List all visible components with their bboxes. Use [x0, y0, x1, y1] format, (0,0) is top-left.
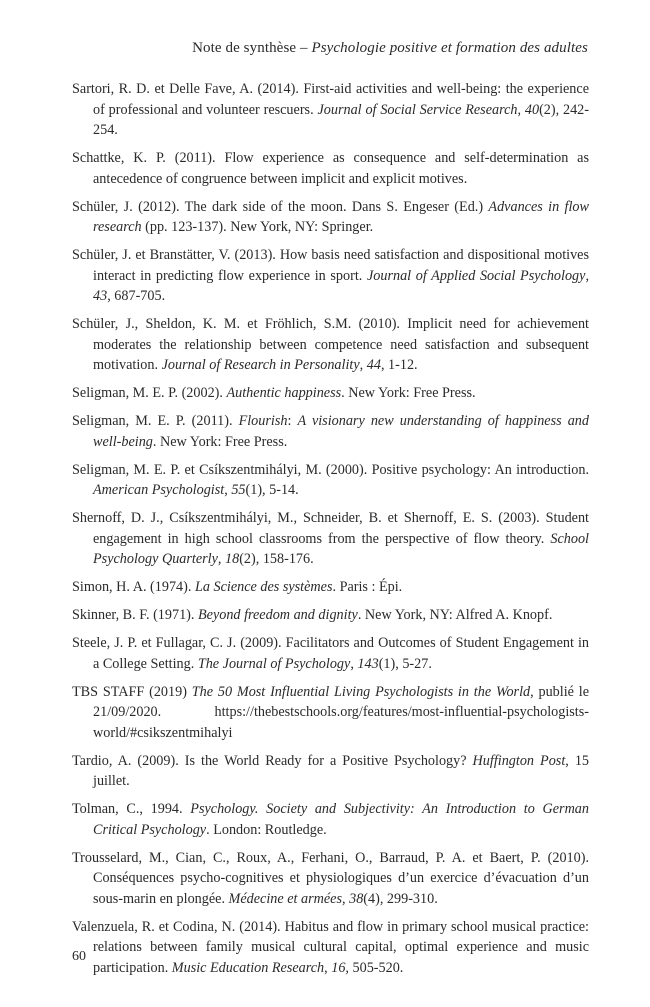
reference-text-segment: Schüler, J., Sheldon, K. M. et Fröhlich, S.M. (2010). Implicit need for achievement moderates the relationship between competence need satisfaction and subsequent motivation.: [72, 316, 589, 373]
reference-entry: [72, 460, 589, 501]
reference-italic-segment: Journal of Research in Personality: [161, 357, 360, 373]
reference-text-segment: :: [287, 413, 298, 429]
reference-text-segment: Seligman, M. E. P. et Csíkszentmihályi, M. (2000). Positive psychology: An introduction.: [72, 461, 589, 478]
reference-text-segment: Steele, J. P. et Fullagar, C. J. (2009). Facilitators and Outcomes of Student Engagement in a College Setting.: [72, 635, 589, 672]
reference-text-segment: ,: [224, 482, 232, 498]
reference-italic-segment: 40: [524, 101, 540, 118]
reference-italic-segment: 43: [93, 288, 108, 304]
reference-text-segment: , publié le 21/09/2020. https://thebestschools.org/features/most-influential-psychologists-world/#csikszentmihalyi: [93, 683, 590, 741]
reference-italic-segment: 16,: [331, 959, 349, 976]
reference-entry: [72, 577, 589, 598]
reference-text-segment: ,: [350, 655, 358, 672]
reference-text-segment: Tolman, C., 1994.: [72, 801, 191, 817]
reference-text-segment: . Paris : Épi.: [332, 579, 403, 595]
reference-text-segment: Shernoff, D. J., Csíkszentmihályi, M., Schneider, B. et Shernoff, E. S. (2003). Student engagement in high school classrooms from the perspective of flow theory.: [72, 510, 589, 547]
reference-text-segment: Schüler, J. et Branstätter, V. (2013). How basis need satisfaction and dispositional motives interact in predicting flow experience in sport.: [72, 247, 589, 284]
reference-text-segment: . London: Routledge.: [206, 821, 327, 838]
reference-text-segment: Schattke, K. P. (2011). Flow experience as consequence and self-determination as antecedence of congruence between implicit and explicit motives.: [72, 150, 589, 187]
reference-italic-segment: La Science des systèmes: [194, 579, 333, 595]
reference-entry: [72, 314, 589, 376]
reference-text-segment: Trousselard, M., Cian, C., Roux, A., Ferhani, O., Barraud, P. A. et Baert, P. (2010). Conséquences psycho-cognitives et physiologiques d’un exercice d’évacuation d’un sous-marin en plongée.: [72, 849, 589, 907]
page-number: 60: [72, 949, 86, 964]
reference-entry: [72, 411, 589, 452]
header-title: Psychologie positive et formation des adultes: [311, 40, 588, 56]
reference-list: [72, 79, 589, 986]
reference-italic-segment: The 50 Most Influential Living Psychologists in the World: [191, 683, 531, 700]
reference-text-segment: . New York, NY: Alfred A. Knopf.: [357, 607, 553, 623]
reference-entry: [72, 848, 589, 910]
reference-italic-segment: A visionary new understanding of happiness and well-being: [93, 413, 589, 450]
reference-text-segment: , 687-705.: [107, 288, 166, 304]
reference-entry: [72, 148, 589, 189]
reference-text-segment: , 15 juillet.: [93, 752, 590, 789]
reference-text-segment: ,: [217, 551, 225, 567]
reference-entry: [72, 79, 589, 141]
reference-text-segment: (1), 5-27.: [378, 655, 432, 672]
reference-entry: [72, 633, 589, 674]
reference-text-segment: Skinner, B. F. (1971).: [72, 607, 198, 623]
reference-text-segment: Tardio, A. (2009). Is the World Ready for a Positive Psychology?: [72, 752, 473, 769]
running-header: [192, 40, 588, 57]
reference-italic-segment: Journal of Social Service Research: [317, 101, 518, 118]
reference-text-segment: TBS STAFF (2019): [72, 683, 192, 700]
reference-entry: [72, 605, 589, 626]
reference-italic-segment: 55: [231, 482, 246, 498]
reference-text-segment: Simon, H. A. (1974).: [72, 579, 195, 595]
reference-italic-segment: 44: [366, 357, 381, 373]
reference-text-segment: ,: [324, 959, 332, 976]
reference-italic-segment: Huffington Post: [472, 752, 566, 769]
reference-italic-segment: Authentic happiness: [226, 385, 342, 401]
reference-text-segment: (pp. 123-137). New York, NY: Springer.: [141, 219, 374, 235]
reference-entry: [72, 508, 589, 570]
reference-italic-segment: 18: [225, 551, 240, 567]
reference-italic-segment: 38: [349, 890, 364, 907]
reference-italic-segment: The Journal of Psychology: [197, 655, 351, 672]
reference-entry: [72, 245, 589, 307]
reference-italic-segment: Psychology. Society and Subjectivity: An Introduction to German Critical Psychology: [93, 801, 589, 838]
reference-entry: [72, 197, 589, 238]
reference-text-segment: ,: [517, 101, 525, 118]
reference-text-segment: Seligman, M. E. P. (2002).: [72, 385, 227, 401]
reference-text-segment: (2), 242-254.: [93, 101, 590, 138]
reference-entry: [72, 799, 589, 840]
reference-italic-segment: Journal of Applied Social Psychology: [366, 267, 586, 284]
reference-text-segment: Seligman, M. E. P. (2011).: [72, 413, 239, 429]
reference-text-segment: ,: [585, 267, 589, 284]
reference-text-segment: Schüler, J. (2012). The dark side of the moon. Dans S. Engeser (Ed.): [72, 198, 489, 215]
reference-entry: [72, 682, 589, 744]
reference-italic-segment: School Psychology Quarterly: [93, 530, 589, 567]
reference-italic-segment: Advances in flow research: [93, 198, 589, 235]
reference-text-segment: (1), 5-14.: [245, 482, 299, 498]
reference-italic-segment: Beyond freedom and dignity: [197, 607, 358, 623]
reference-italic-segment: Médecine et armées: [228, 890, 342, 907]
reference-text-segment: . New York: Free Press.: [341, 385, 476, 401]
reference-text-segment: ,: [359, 357, 367, 373]
reference-italic-segment: American Psychologist: [93, 482, 225, 498]
reference-text-segment: 505-520.: [348, 959, 404, 976]
reference-text-segment: Valenzuela, R. et Codina, N. (2014). Habitus and flow in primary school musical practice: relations between family musical cultural capital, optimal experience and music participation.: [72, 918, 589, 976]
reference-italic-segment: 143: [357, 655, 379, 672]
reference-italic-segment: Music Education Research: [171, 959, 325, 976]
reference-entry: [72, 383, 589, 404]
reference-entry: [72, 917, 589, 979]
reference-text-segment: (2), 158-176.: [239, 551, 314, 567]
reference-text-segment: Sartori, R. D. et Delle Fave, A. (2014). First-aid activities and well-being: the experience of professional and volunteer rescuers.: [72, 81, 589, 118]
reference-text-segment: , 1-12.: [380, 357, 418, 373]
header-section-label: Note de synthèse –: [192, 40, 308, 56]
reference-text-segment: . New York: Free Press.: [152, 433, 288, 450]
reference-text-segment: (4), 299-310.: [363, 890, 438, 907]
reference-entry: [72, 751, 589, 792]
reference-text-segment: ,: [342, 890, 350, 907]
reference-italic-segment: Flourish: [238, 413, 288, 429]
